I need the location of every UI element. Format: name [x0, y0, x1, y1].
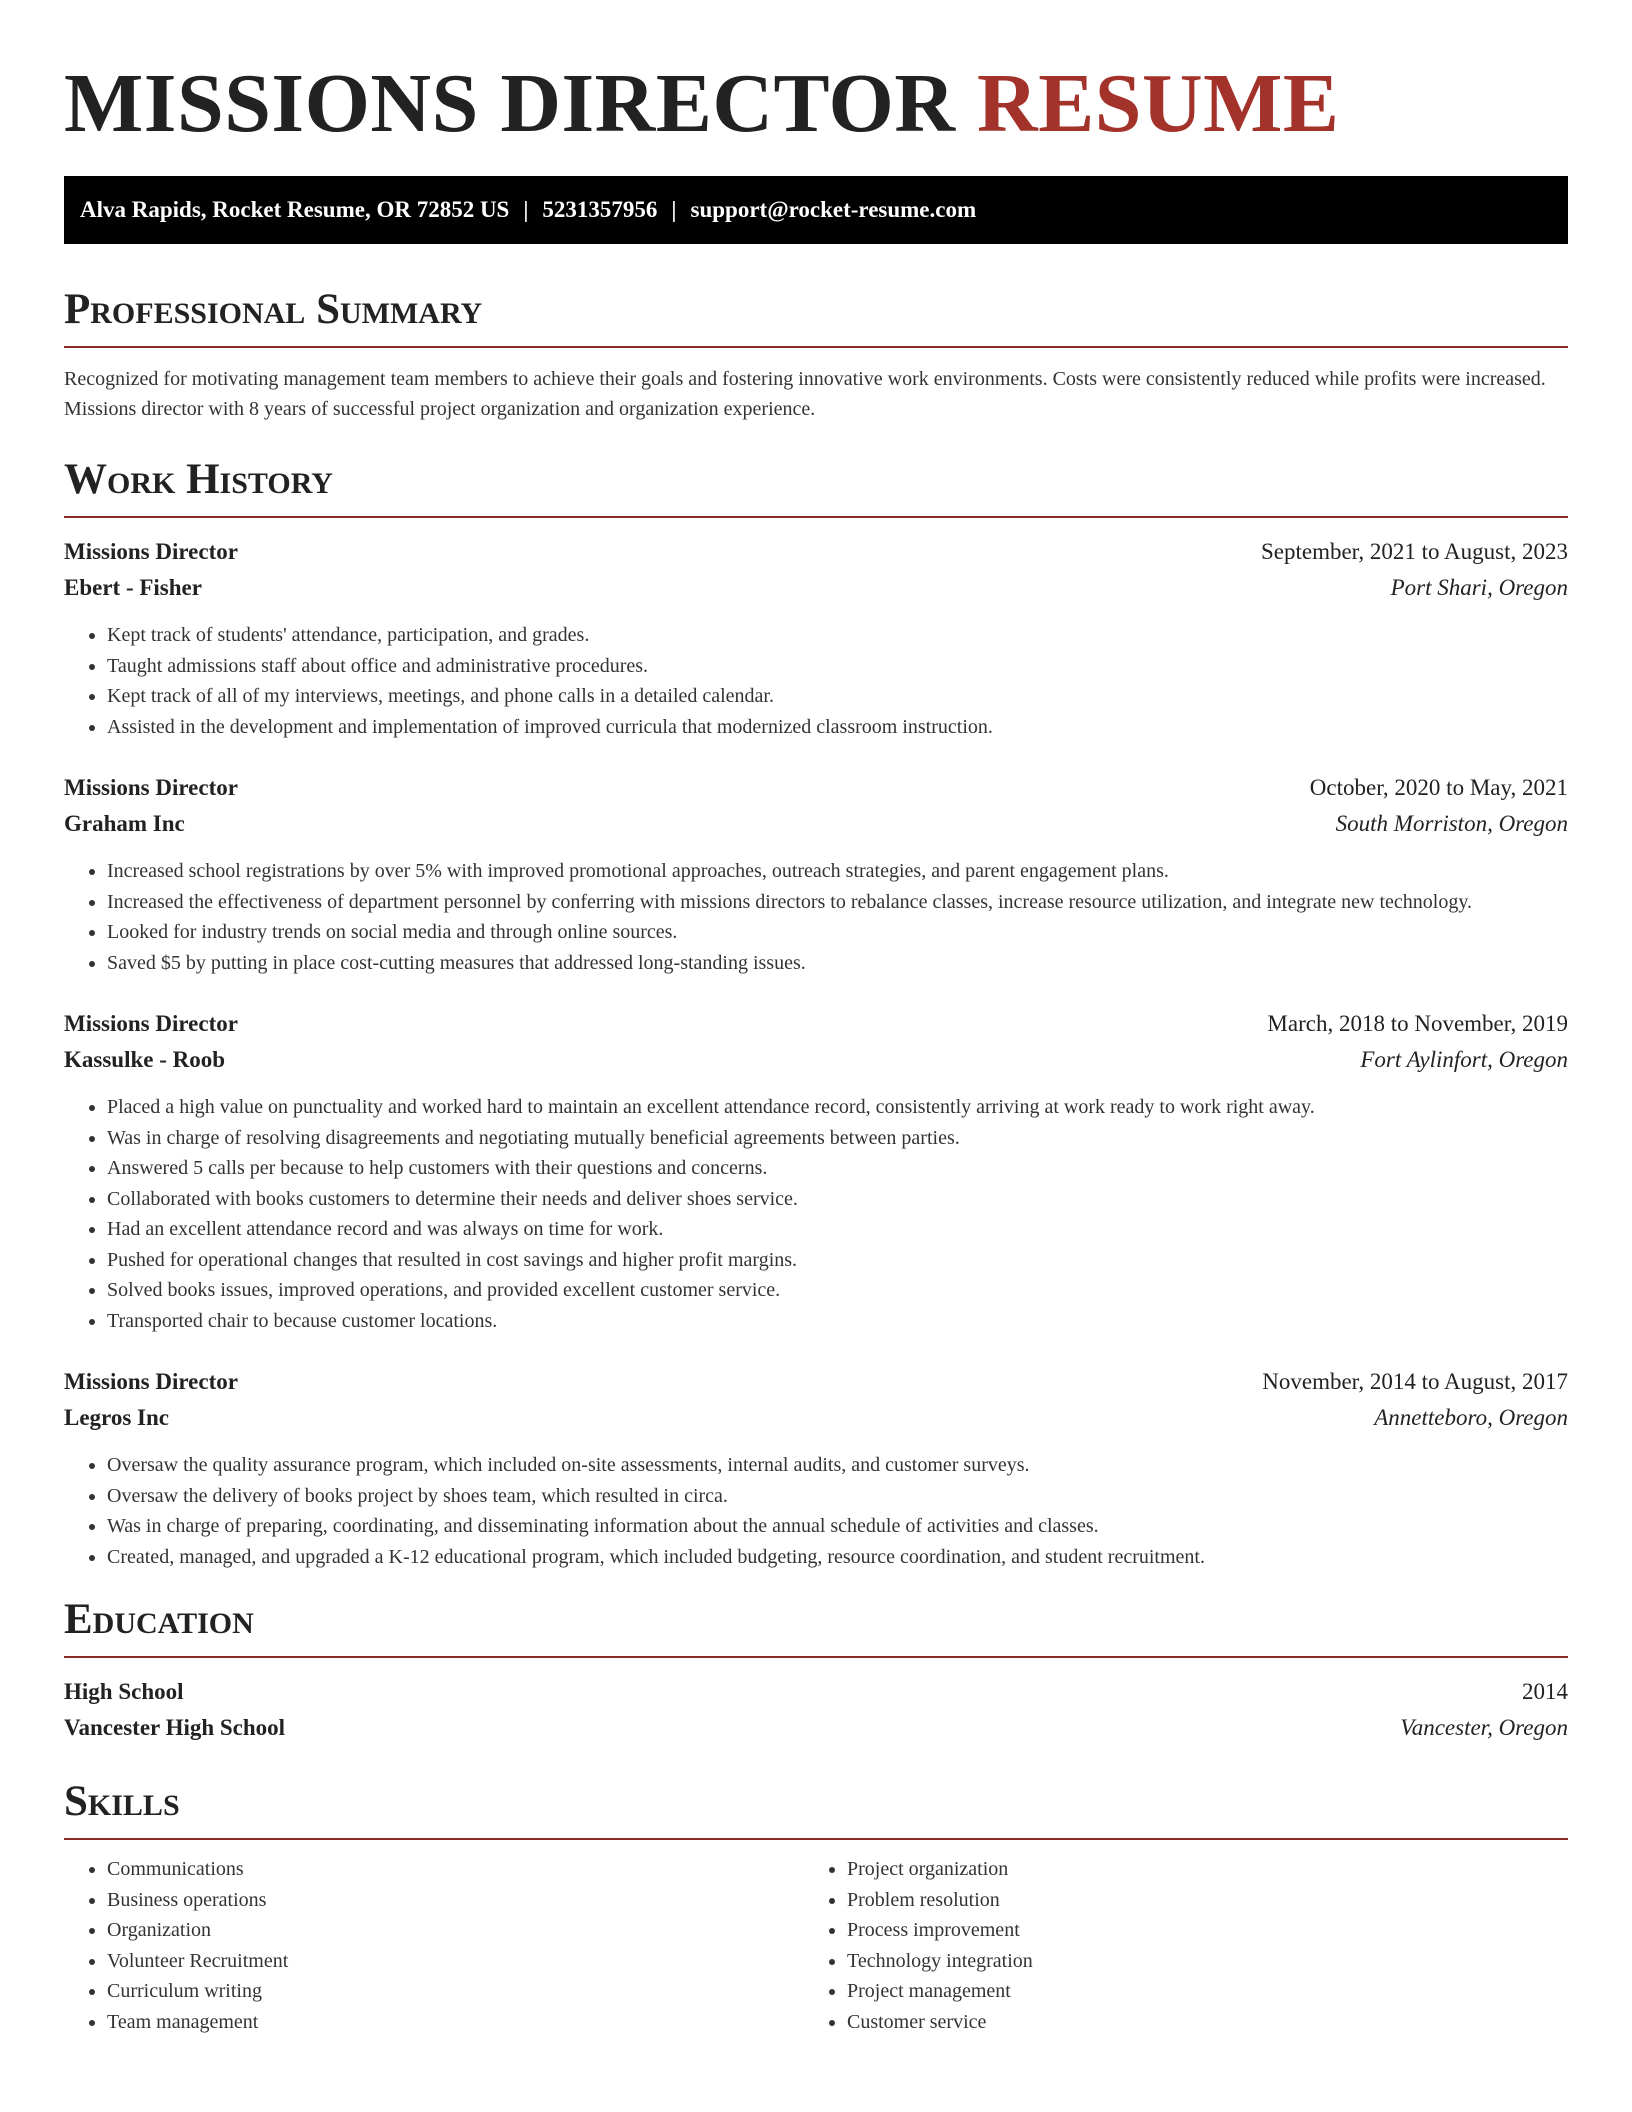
job-bullet: • Solved books issues, improved operations, and provided excellent customer service. — [107, 1275, 1568, 1306]
contact-phone: 5231357956 — [542, 197, 658, 222]
job-entry — [64, 534, 1568, 742]
skill-item: • Curriculum writing — [107, 1976, 804, 2007]
job-bullet: • Transported chair to because customer locations. — [107, 1306, 1568, 1337]
job-bullet: • Answered 5 calls per because to help customers with their questions and concerns. — [107, 1153, 1568, 1184]
section-divider — [64, 516, 1568, 518]
job-header-row — [64, 770, 1568, 806]
job-company: Kassulke - Roob — [64, 1047, 226, 1072]
education-entry — [64, 1674, 1568, 1746]
job-company: Legros Inc — [64, 1405, 169, 1430]
job-bullets — [64, 1092, 1568, 1336]
contact-email[interactable]: support@rocket-resume.com — [690, 197, 977, 222]
job-entry — [64, 770, 1568, 978]
education-location: Vancester, Oregon — [1400, 1715, 1568, 1740]
job-header-row — [64, 534, 1568, 570]
education-heading: Education — [64, 1596, 254, 1643]
contact-bar — [64, 176, 1568, 244]
job-company-row — [64, 806, 1568, 842]
job-bullet: • Had an excellent attendance record and was always on time for work. — [107, 1214, 1568, 1245]
job-header-row — [64, 1006, 1568, 1042]
education-section — [64, 1592, 1568, 1746]
skill-item: • Customer service — [847, 2007, 1544, 2038]
summary-text: Recognized for motivating management team members to achieve their goals and fostering innovative work environments. Costs were consistently reduced while profits were increased. Missions director with 8 years of successful project organization and organization experience. — [64, 368, 1546, 420]
job-dates: March, 2018 to November, 2019 — [1267, 1011, 1568, 1036]
job-bullet: • Placed a high value on punctuality and worked hard to maintain an excellent attendance record, consistently arriving at work ready to work right away. — [107, 1092, 1568, 1123]
job-bullet: • Collaborated with books customers to determine their needs and deliver shoes service. — [107, 1184, 1568, 1215]
job-company-row — [64, 570, 1568, 606]
job-dates: October, 2020 to May, 2021 — [1309, 775, 1568, 800]
job-company-row — [64, 1400, 1568, 1436]
job-header-row — [64, 1364, 1568, 1400]
job-entry — [64, 1006, 1568, 1336]
job-company-row — [64, 1042, 1568, 1078]
job-bullet: • Increased school registrations by over 5% with improved promotional approaches, outreach strategies, and parent engagement plans. — [107, 856, 1568, 887]
job-bullet: • Oversaw the delivery of books project by shoes team, which resulted in circa. — [107, 1481, 1568, 1512]
skill-item: • Organization — [107, 1915, 804, 1946]
education-school: Vancester High School — [64, 1715, 286, 1740]
skill-item: • Volunteer Recruitment — [107, 1946, 804, 1977]
job-bullet: • Looked for industry trends on social media and through online sources. — [107, 917, 1568, 948]
section-divider — [64, 346, 1568, 348]
job-location: South Morriston, Oregon — [1335, 811, 1568, 836]
job-bullets — [64, 856, 1568, 978]
skill-item: • Business operations — [107, 1885, 804, 1916]
section-divider — [64, 1656, 1568, 1658]
job-dates: September, 2021 to August, 2023 — [1260, 539, 1568, 564]
skill-item: • Communications — [107, 1854, 804, 1885]
education-school-row — [64, 1710, 1568, 1746]
skills-heading: Skills — [64, 1778, 180, 1825]
job-title: Missions Director — [64, 539, 238, 564]
job-location: Port Shari, Oregon — [1390, 575, 1568, 600]
job-location: Annetteboro, Oregon — [1374, 1405, 1568, 1430]
skill-item: • Team management — [107, 2007, 804, 2038]
education-year: 2014 — [1522, 1679, 1568, 1704]
skills-section — [64, 1774, 1568, 2037]
job-bullet: • Kept track of all of my interviews, meetings, and phone calls in a detailed calendar. — [107, 681, 1568, 712]
job-bullet: • Saved $5 by putting in place cost-cutting measures that addressed long-standing issues. — [107, 948, 1568, 979]
job-bullet: • Created, managed, and upgraded a K-12 educational program, which included budgeting, resource coordination, and student recruitment. — [107, 1542, 1568, 1573]
job-bullet: • Kept track of students' attendance, participation, and grades. — [107, 620, 1568, 651]
job-bullet: • Was in charge of preparing, coordinating, and disseminating information about the annual schedule of activities and classes. — [107, 1511, 1568, 1542]
job-title: Missions Director — [64, 775, 238, 800]
summary-section — [64, 282, 1568, 424]
job-dates: November, 2014 to August, 2017 — [1262, 1369, 1568, 1394]
resume-page — [64, 0, 1568, 2037]
skills-list-left — [64, 1854, 804, 2037]
education-degree: High School — [64, 1679, 184, 1704]
work-history-section — [64, 452, 1568, 1572]
section-divider — [64, 1838, 1568, 1840]
skill-item: • Process improvement — [847, 1915, 1544, 1946]
title-main: MISSIONS DIRECTOR — [64, 57, 956, 150]
contact-address: Alva Rapids, Rocket Resume, OR 72852 US — [80, 197, 510, 222]
job-bullet: • Increased the effectiveness of department personnel by conferring with missions directors to rebalance classes, increase resource utilization, and integrate new technology. — [107, 887, 1568, 918]
job-entry — [64, 1364, 1568, 1572]
contact-separator: | — [671, 197, 677, 222]
job-bullets — [64, 1450, 1568, 1572]
skill-item: • Problem resolution — [847, 1885, 1544, 1916]
job-location: Fort Aylinfort, Oregon — [1360, 1047, 1568, 1072]
job-company: Ebert - Fisher — [64, 575, 202, 600]
job-bullet: • Oversaw the quality assurance program, which included on-site assessments, internal audits, and customer surveys. — [107, 1450, 1568, 1481]
job-bullet: • Was in charge of resolving disagreements and negotiating mutually beneficial agreements between parties. — [107, 1123, 1568, 1154]
job-title: Missions Director — [64, 1011, 238, 1036]
resume-title — [64, 0, 1568, 152]
job-bullet: • Taught admissions staff about office and administrative procedures. — [107, 651, 1568, 682]
job-company: Graham Inc — [64, 811, 185, 836]
skill-item: • Project management — [847, 1976, 1544, 2007]
job-bullet: • Assisted in the development and implementation of improved curricula that modernized classroom instruction. — [107, 712, 1568, 743]
contact-separator: | — [523, 197, 529, 222]
title-accent: RESUME — [977, 57, 1340, 150]
summary-heading: Professional Summary — [64, 286, 483, 333]
work-history-heading: Work History — [64, 456, 333, 503]
skill-item: • Technology integration — [847, 1946, 1544, 1977]
skills-columns — [64, 1854, 1568, 2037]
education-header-row — [64, 1674, 1568, 1710]
skills-list-right — [804, 1854, 1544, 2037]
job-bullets — [64, 620, 1568, 742]
job-bullet: • Pushed for operational changes that resulted in cost savings and higher profit margins. — [107, 1245, 1568, 1276]
job-title: Missions Director — [64, 1369, 238, 1394]
skill-item: • Project organization — [847, 1854, 1544, 1885]
